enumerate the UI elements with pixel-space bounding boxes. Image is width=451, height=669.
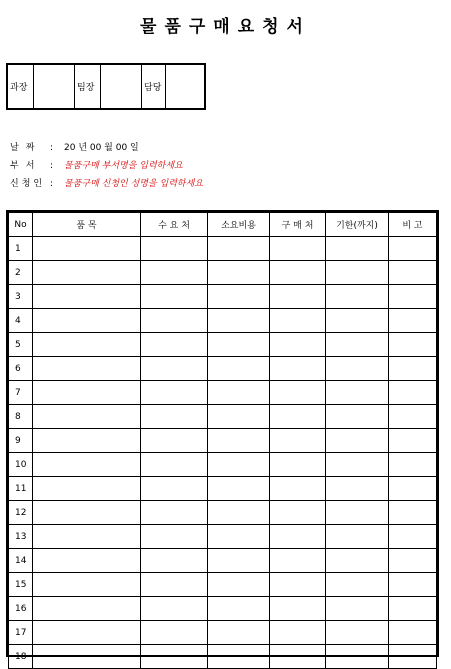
table-row [9,549,437,573]
cell-item[interactable] [33,597,141,621]
cell-item[interactable] [33,621,141,645]
cell-demand[interactable] [141,309,208,333]
cell-cost[interactable] [208,285,270,309]
row-number: 10 [9,453,33,477]
table-row [9,477,437,501]
cell-note[interactable] [389,405,437,429]
row-number: 12 [9,501,33,525]
row-number: 11 [9,477,33,501]
cell-vendor[interactable] [270,525,326,549]
row-number: 14 [9,549,33,573]
row-number: 18 [9,645,33,669]
cell-demand[interactable] [141,405,208,429]
header-demand: 수 요 처 [141,213,208,237]
cell-note[interactable] [389,549,437,573]
cell-vendor[interactable] [270,237,326,261]
cell-item[interactable] [33,285,141,309]
cell-deadline[interactable] [326,477,389,501]
row-number: 1 [9,237,33,261]
cell-item[interactable] [33,549,141,573]
approval-label-manager: 과장 [8,65,34,108]
cell-note[interactable] [389,381,437,405]
cell-deadline[interactable] [326,309,389,333]
header-cost: 소요비용 [208,213,270,237]
cell-vendor[interactable] [270,645,326,669]
cell-item[interactable] [33,501,141,525]
row-number: 16 [9,597,33,621]
applicant-value[interactable]: 물품구매 신청인 성명을 입력하세요 [64,179,203,189]
approval-sign-manager[interactable] [34,65,75,108]
table-row [9,525,437,549]
row-number: 4 [9,309,33,333]
table-row [9,453,437,477]
dept-value[interactable]: 물품구매 부서명을 입력하세요 [64,161,183,171]
cell-vendor[interactable] [270,549,326,573]
cell-vendor[interactable] [270,621,326,645]
row-number: 2 [9,261,33,285]
cell-cost[interactable] [208,477,270,501]
cell-note[interactable] [389,357,437,381]
cell-note[interactable] [389,645,437,669]
cell-cost[interactable] [208,501,270,525]
cell-deadline[interactable] [326,381,389,405]
cell-cost[interactable] [208,597,270,621]
cell-deadline[interactable] [326,333,389,357]
cell-note[interactable] [389,333,437,357]
cell-deadline[interactable] [326,357,389,381]
table-row [9,621,437,645]
cell-item[interactable] [33,453,141,477]
cell-demand[interactable] [141,477,208,501]
cell-vendor[interactable] [270,429,326,453]
table-row [9,645,437,669]
cell-cost[interactable] [208,645,270,669]
header-item: 품 목 [33,213,141,237]
cell-vendor[interactable] [270,597,326,621]
cell-item[interactable] [33,645,141,669]
cell-item[interactable] [33,477,141,501]
approval-sign-staff[interactable] [166,65,204,108]
cell-note[interactable] [389,597,437,621]
cell-demand[interactable] [141,501,208,525]
table-row [9,285,437,309]
row-number: 13 [9,525,33,549]
cell-demand[interactable] [141,261,208,285]
cell-deadline[interactable] [326,573,389,597]
cell-demand[interactable] [141,381,208,405]
cell-note[interactable] [389,453,437,477]
cell-cost[interactable] [208,333,270,357]
table-row [9,237,437,261]
table-row [9,381,437,405]
cell-vendor[interactable] [270,333,326,357]
cell-demand[interactable] [141,285,208,309]
cell-note[interactable] [389,237,437,261]
cell-demand[interactable] [141,237,208,261]
cell-item[interactable] [33,357,141,381]
cell-cost[interactable] [208,357,270,381]
cell-note[interactable] [389,501,437,525]
cell-demand[interactable] [141,597,208,621]
cell-demand[interactable] [141,645,208,669]
cell-note[interactable] [389,477,437,501]
cell-vendor[interactable] [270,381,326,405]
cell-cost[interactable] [208,573,270,597]
info-applicant-row: 신청인 : 물품구매 신청인 성명을 입력하세요 [10,176,203,189]
cell-vendor[interactable] [270,357,326,381]
cell-deadline[interactable] [326,429,389,453]
cell-demand[interactable] [141,333,208,357]
request-table [6,210,439,662]
cell-note[interactable] [389,261,437,285]
table-row [9,309,437,333]
cell-item[interactable] [33,381,141,405]
cell-cost[interactable] [208,405,270,429]
cell-demand[interactable] [141,549,208,573]
cell-vendor[interactable] [270,477,326,501]
table-row [9,573,437,597]
approval-sign-team-lead[interactable] [101,65,142,108]
header-deadline: 기한(까지) [326,213,389,237]
cell-deadline[interactable] [326,525,389,549]
cell-cost[interactable] [208,549,270,573]
approval-label-team-lead: 팀장 [75,65,101,108]
cell-note[interactable] [389,285,437,309]
cell-vendor[interactable] [270,453,326,477]
header-vendor: 구 매 처 [270,213,326,237]
cell-deadline[interactable] [326,405,389,429]
cell-note[interactable] [389,525,437,549]
row-number: 9 [9,429,33,453]
table-row [9,501,437,525]
cell-deadline[interactable] [326,453,389,477]
cell-deadline[interactable] [326,237,389,261]
cell-demand[interactable] [141,429,208,453]
info-date-row: 날짜 : 20 년 00 월 00 일 [10,140,139,153]
cell-demand[interactable] [141,525,208,549]
cell-vendor[interactable] [270,501,326,525]
header-note: 비 고 [389,213,437,237]
row-number: 15 [9,573,33,597]
row-number: 7 [9,381,33,405]
cell-demand[interactable] [141,357,208,381]
cell-vendor[interactable] [270,285,326,309]
table-row [9,357,437,381]
cell-item[interactable] [33,573,141,597]
cell-cost[interactable] [208,525,270,549]
table-row [9,333,437,357]
dept-label: 부서 [10,161,42,171]
cell-demand[interactable] [141,453,208,477]
table-row [9,405,437,429]
row-number: 17 [9,621,33,645]
cell-cost[interactable] [208,453,270,477]
row-number: 6 [9,357,33,381]
cell-deadline[interactable] [326,549,389,573]
cell-vendor[interactable] [270,261,326,285]
cell-cost[interactable] [208,237,270,261]
date-value[interactable]: 20 년 00 월 00 일 [64,143,139,153]
cell-deadline[interactable] [326,645,389,669]
approval-box [6,63,206,110]
cell-cost[interactable] [208,381,270,405]
cell-item[interactable] [33,333,141,357]
cell-note[interactable] [389,429,437,453]
row-number: 3 [9,285,33,309]
applicant-label: 신청인 [10,179,46,189]
cell-deadline[interactable] [326,621,389,645]
cell-note[interactable] [389,621,437,645]
cell-cost[interactable] [208,261,270,285]
cell-cost[interactable] [208,429,270,453]
row-number: 5 [9,333,33,357]
cell-item[interactable] [33,237,141,261]
cell-demand[interactable] [141,621,208,645]
cell-item[interactable] [33,405,141,429]
cell-deadline[interactable] [326,501,389,525]
table-row [9,597,437,621]
cell-item[interactable] [33,525,141,549]
approval-label-staff: 담당 [142,65,166,108]
cell-item[interactable] [33,261,141,285]
header-no: No [9,213,33,237]
document-title: 물품구매요청서 [140,17,311,37]
cell-note[interactable] [389,309,437,333]
cell-cost[interactable] [208,621,270,645]
cell-deadline[interactable] [326,285,389,309]
cell-deadline[interactable] [326,261,389,285]
date-label: 날짜 [10,143,42,153]
cell-cost[interactable] [208,309,270,333]
cell-vendor[interactable] [270,573,326,597]
cell-vendor[interactable] [270,309,326,333]
cell-vendor[interactable] [270,405,326,429]
row-number: 8 [9,405,33,429]
table-header-row [9,213,437,237]
table-row [9,261,437,285]
cell-demand[interactable] [141,573,208,597]
table-row [9,429,437,453]
info-dept-row: 부서 : 물품구매 부서명을 입력하세요 [10,158,183,171]
cell-item[interactable] [33,309,141,333]
cell-item[interactable] [33,429,141,453]
cell-note[interactable] [389,573,437,597]
cell-deadline[interactable] [326,597,389,621]
